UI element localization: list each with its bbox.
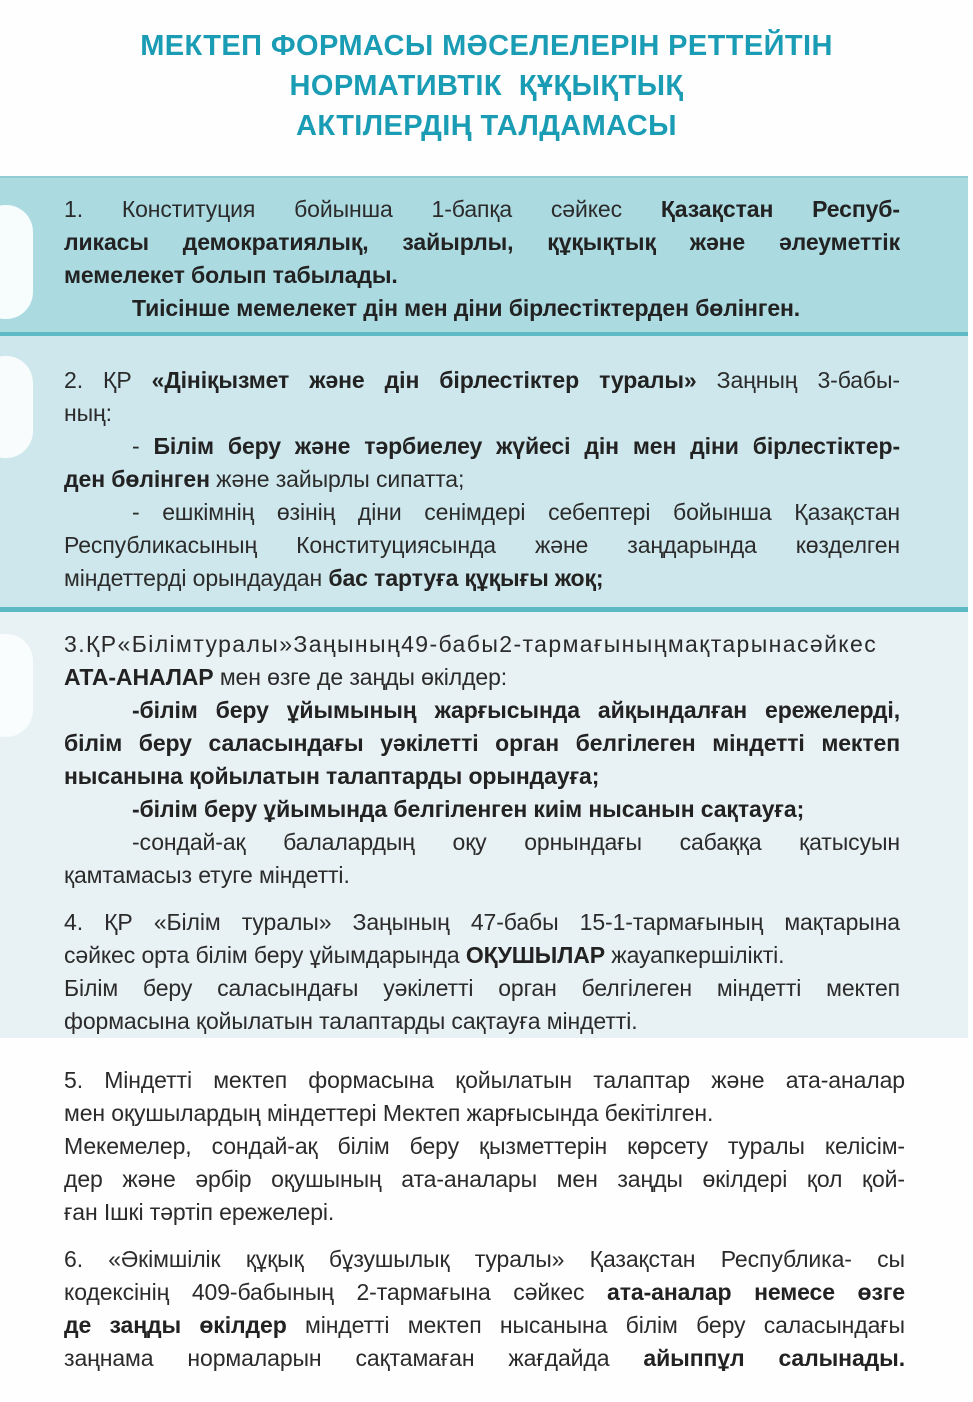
left-pill-decoration (0, 356, 33, 458)
text-run: жауапкершілікті. (605, 942, 785, 968)
bold-text-run: ОҚУШЫЛАР (465, 942, 606, 968)
text-line (64, 1196, 905, 1229)
text-line (64, 226, 900, 259)
text-line (64, 727, 900, 760)
bold-text-run: нысанына қойылатын талаптарды орындауға; (64, 763, 600, 789)
text-run: 5. Міндетті мектеп формасына қойылатын талаптар және ата-аналар (64, 1067, 905, 1093)
text-line (64, 1097, 905, 1130)
left-pill-decoration (0, 205, 33, 319)
paragraph-1 (64, 193, 900, 325)
text-run: және зайырлы сипатта; (209, 466, 465, 492)
section-6-administrative-code (0, 1243, 973, 1375)
text-run: -сондай-ақ балалардың оқу орнындағы сабаққа қатысуын (132, 829, 900, 855)
text-line (64, 826, 900, 859)
text-line (64, 1130, 905, 1163)
section-1-constitution (0, 176, 968, 332)
text-run: 2. ҚР (64, 367, 152, 393)
text-line (64, 859, 900, 892)
title-line-2: НОРМАТИВТІК ҚҰҚЫҚТЫҚ (289, 70, 684, 102)
text-run: сәйкес орта білім беру ұйымдарында (64, 942, 466, 968)
bold-text-run: «Дініқызмет және дін бірлестіктер туралы» (151, 367, 697, 393)
text-line (64, 760, 900, 793)
text-run: - ешкімнің өзінің діни сенімдері себептері бойынша Қазақстан (132, 499, 900, 525)
bold-text-run: АТА-АНАЛАР (64, 664, 214, 690)
left-pill-decoration (0, 634, 33, 737)
text-run: Білім беру саласындағы уәкілетті орган белгілеген міндетті мектеп (64, 975, 900, 1001)
bold-text-run: Тиісінше мемелекет дін мен діни бірлестіктерден бөлінген. (132, 295, 801, 321)
text-line (64, 1309, 905, 1342)
bold-text-run: айыппұл салынады. (643, 1345, 905, 1371)
text-line (64, 1064, 905, 1097)
bold-text-run: білім беру саласындағы уәкілетті орган белгілеген міндетті мектеп (64, 730, 900, 756)
text-run: мен өзге де заңды өкілдер: (213, 664, 508, 690)
text-line (64, 496, 900, 529)
text-run: дер және әрбір оқушының ата-аналары мен заңды өкілдері қол қой- (64, 1166, 905, 1192)
text-run: 1. Конституция бойынша 1-бапқа сәйкес (64, 196, 661, 222)
text-run: заңнама нормаларын сақтамаған жағдайда (64, 1345, 644, 1371)
bold-text-run: де заңды өкілдер (64, 1312, 287, 1338)
text-line (64, 1276, 905, 1309)
text-run: міндетті мектеп нысанына білім беру саласындағы (286, 1312, 905, 1338)
paragraph-3 (64, 628, 900, 892)
text-run: мен оқушылардың міндеттері Мектеп жарғысында бекітілген. (64, 1100, 714, 1126)
paragraph-2 (64, 364, 900, 595)
text-run: формасына қойылатын талаптарды сақтауға міндетті. (64, 1008, 638, 1034)
text-run: ған Ішкі тәртіп ережелері. (64, 1199, 335, 1225)
text-line (64, 661, 900, 694)
text-run: Заңның 3-бабы- (696, 367, 900, 393)
text-run: 4. ҚР «Білім туралы» Заңының 47-бабы 15-1-тармағының мақтарына (64, 909, 900, 935)
text-line (64, 1342, 905, 1375)
text-run: Республикасының Конституциясында және заңдарында көзделген (64, 532, 900, 558)
bold-text-run: ликасы демократиялық, зайырлы, құқықтық және әлеуметтік (64, 229, 900, 255)
text-line (64, 972, 900, 1005)
text-line (64, 1005, 900, 1038)
bold-text-run: -білім беру ұйымында белгіленген киім нысанын сақтауға; (132, 796, 805, 822)
title-line-1: МЕКТЕП ФОРМАСЫ МӘСЕЛЕЛЕРІН РЕТТЕЙТІН (140, 30, 833, 62)
paragraph-6 (64, 1243, 905, 1375)
text-line (64, 906, 900, 939)
text-line (64, 529, 900, 562)
text-line (64, 193, 900, 226)
bold-text-run: Қазақстан Респуб- (660, 196, 900, 222)
text-line (64, 463, 900, 496)
bold-text-run: ата-аналар немесе өзге (607, 1279, 905, 1305)
paragraph-5 (64, 1064, 905, 1229)
text-run: 3.ҚР«Білімтуралы»Заңының49-бабы2-тармағыныңмақтарынасәйкес (64, 631, 878, 657)
bold-text-run: бас тартуға құқығы жоқ; (328, 565, 604, 591)
text-line (64, 939, 900, 972)
title-line-3: АКТІЛЕРДІҢ ТАЛДАМАСЫ (296, 110, 677, 142)
bold-text-run: мемелекет болып табылады. (64, 262, 398, 288)
section-5-school-charter (0, 1064, 973, 1229)
text-line (64, 292, 900, 325)
text-line (64, 694, 900, 727)
section-2-religion-law (0, 336, 968, 607)
text-run: кодексінің 409-бабының 2-тармағына сәйкес (64, 1279, 608, 1305)
text-line (64, 430, 900, 463)
text-line (64, 562, 900, 595)
text-line (64, 259, 900, 292)
bold-text-run: -білім беру ұйымының жарғысында айқындалған ережелерді, (132, 697, 900, 723)
document-title (0, 0, 973, 176)
text-run: Мекемелер, сондай-ақ білім беру қызметтерін көрсету туралы келісім- (64, 1133, 905, 1159)
text-run: ның: (64, 400, 112, 426)
bold-text-run: Білім беру және тәрбиелеу жүйесі дін мен діни бірлестіктер- (153, 433, 901, 459)
text-run: міндеттерді орындаудан (64, 565, 329, 591)
text-line (64, 397, 900, 430)
paragraph-4 (64, 906, 900, 1038)
text-run: - (132, 433, 154, 459)
section-3-4-education-law (0, 612, 968, 1038)
text-line (64, 1163, 905, 1196)
text-line (64, 793, 900, 826)
bold-text-run: ден бөлінген (64, 466, 210, 492)
text-line (64, 1243, 905, 1276)
text-line (64, 628, 900, 661)
text-run: қамтамасыз етуге міндетті. (64, 862, 350, 888)
text-line (64, 364, 900, 397)
text-run: 6. «Әкімшілік құқық бұзушылық туралы» Қазақстан Республика- сы (64, 1246, 905, 1272)
